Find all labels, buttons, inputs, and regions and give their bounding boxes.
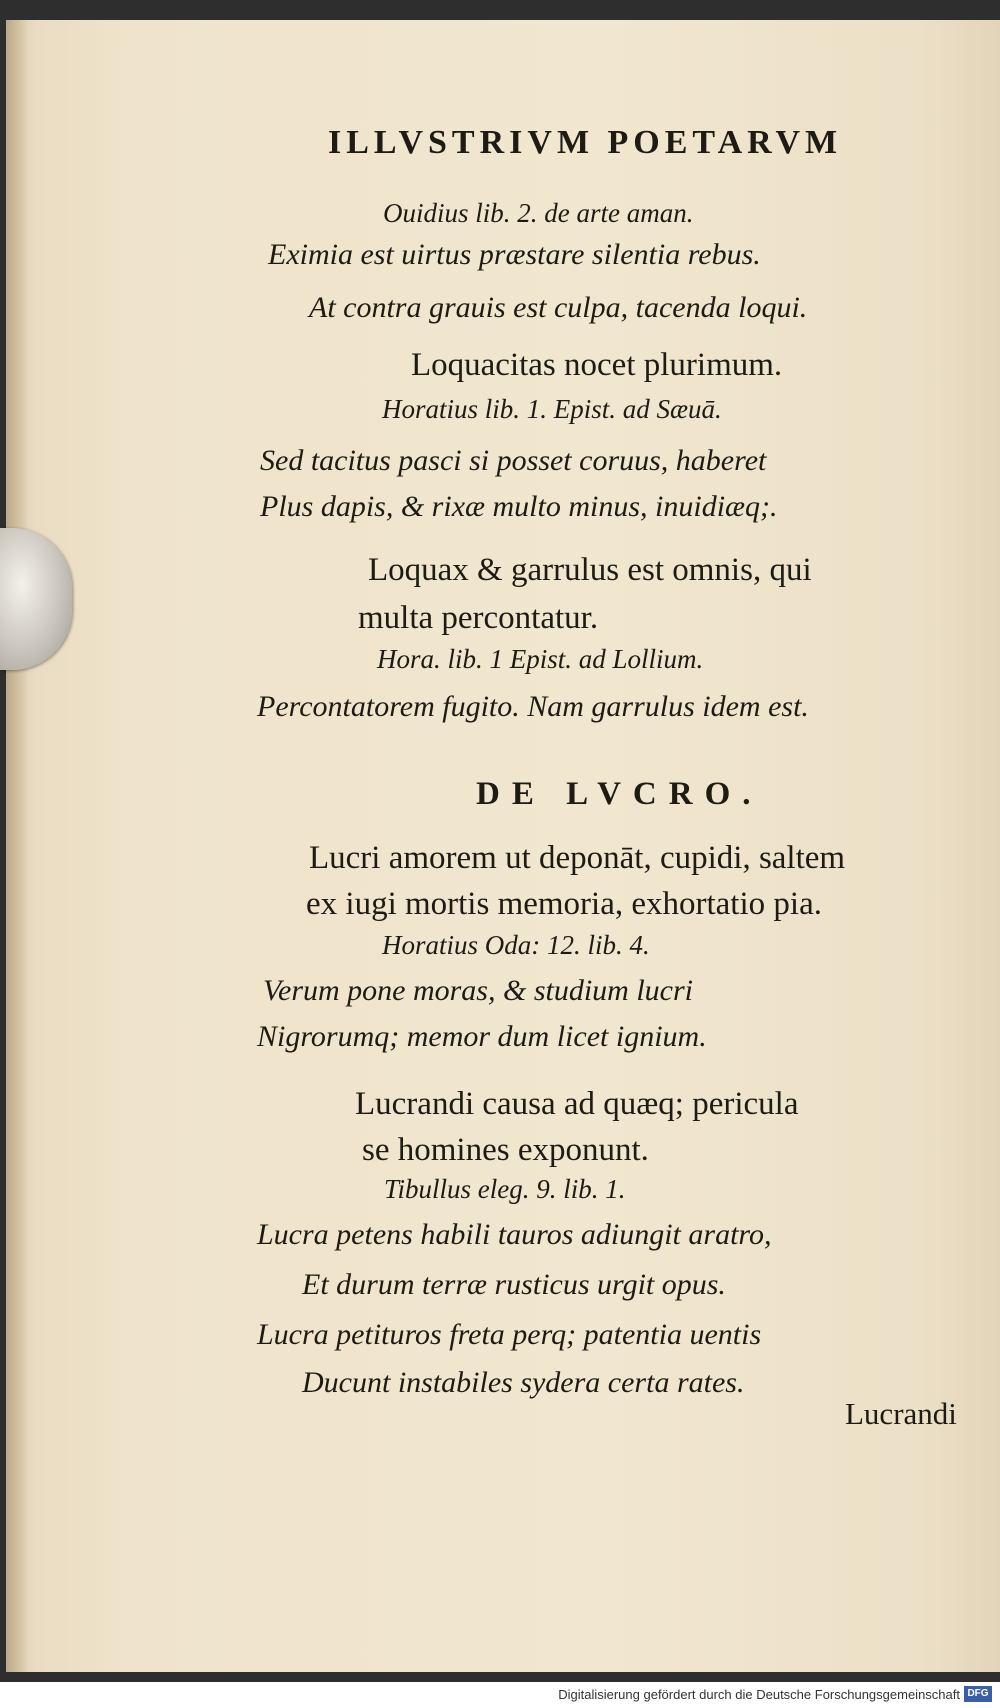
section-heading: Loquacitas nocet plurimum.	[411, 347, 783, 383]
source-citation: Hora. lib. 1 Epist. ad Lollium.	[377, 644, 704, 674]
section-heading: multa percontatur.	[358, 600, 599, 636]
verse-line: Plus dapis, & rixæ multo minus, inuidiæq;.	[260, 490, 778, 523]
dfg-logo: DFG	[964, 1686, 992, 1702]
catchword: Lucrandi	[845, 1396, 957, 1431]
running-head: ILLVSTRIVM POETARVM	[328, 124, 843, 161]
section-heading: Loquax & garrulus est omnis, qui	[368, 552, 812, 588]
source-citation: Horatius lib. 1. Epist. ad Sæuā.	[382, 394, 722, 424]
section-heading: ex iugi mortis memoria, exhortatio pia.	[306, 886, 822, 922]
verse-line: Eximia est uirtus præstare silentia rebus.	[268, 238, 761, 271]
source-citation: Horatius Oda: 12. lib. 4.	[382, 930, 650, 960]
verse-line: Percontatorem fugito. Nam garrulus idem est.	[257, 690, 809, 723]
section-heading: Lucri amorem ut deponāt, cupidi, saltem	[309, 840, 846, 876]
verse-line: Verum pone moras, & studium lucri	[263, 974, 693, 1007]
verse-line: Ducunt instabiles sydera certa rates.	[302, 1366, 745, 1399]
verse-line: Sed tacitus pasci si posset coruus, haberet	[260, 444, 767, 477]
verse-line: At contra grauis est culpa, tacenda loqui.	[309, 291, 808, 324]
section-heading: se homines exponunt.	[362, 1132, 649, 1168]
section-heading: Lucrandi causa ad quæq; pericula	[355, 1086, 799, 1122]
verse-line: Nigrorumq; memor dum licet ignium.	[257, 1020, 707, 1053]
source-citation: Ouidius lib. 2. de arte aman.	[383, 198, 694, 228]
digitization-footer	[0, 1682, 1000, 1708]
section-title: DE LVCRO.	[476, 776, 763, 812]
footer-credit: Digitalisierung gefördert durch die Deutsche Forschungsgemeinschaft	[558, 1687, 960, 1702]
verse-line: Et durum terræ rusticus urgit opus.	[302, 1268, 726, 1301]
source-citation: Tibullus eleg. 9. lib. 1.	[384, 1174, 626, 1204]
verse-line: Lucra petens habili tauros adiungit aratro,	[257, 1218, 772, 1251]
verse-line: Lucra petituros freta perq; patentia uentis	[257, 1318, 762, 1351]
